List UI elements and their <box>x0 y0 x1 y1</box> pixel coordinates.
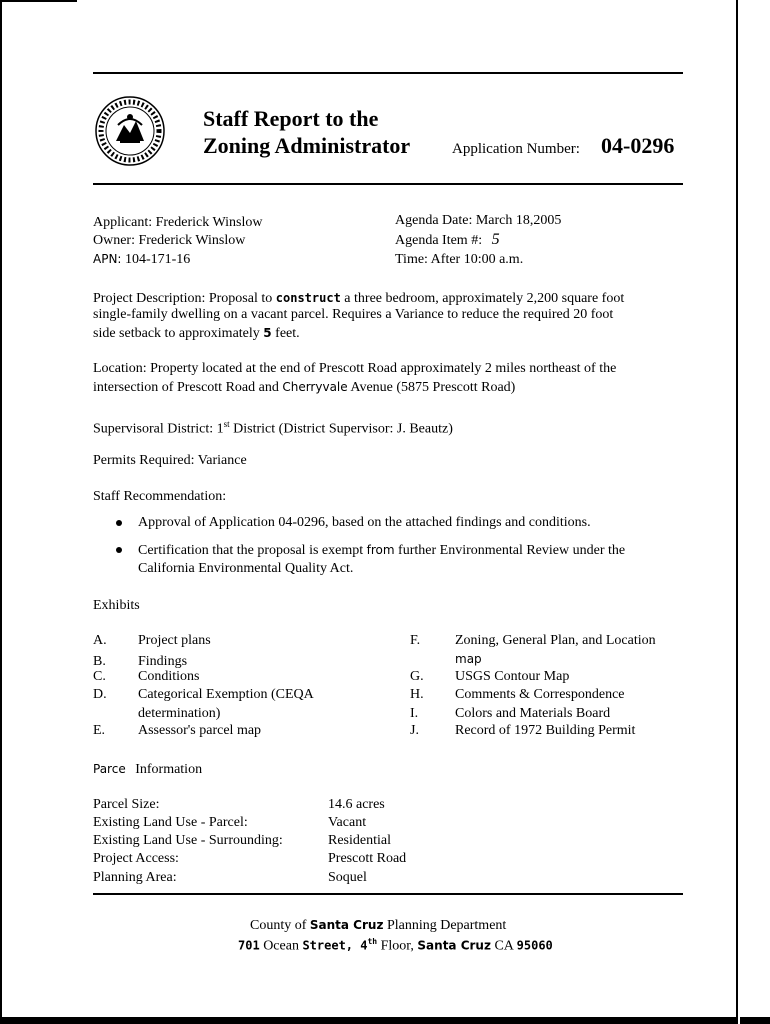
project-description-line3 <box>93 324 300 343</box>
exhibit-letter: I. <box>410 706 419 721</box>
footer-street-number: 701 <box>238 938 260 953</box>
project-desc-construct: construct <box>275 291 341 305</box>
district-supervisor: District (District Supervisor: J. Beautz) <box>229 421 453 437</box>
parcel-field-value: Prescott Road <box>328 851 407 866</box>
exhibit-item: determination) <box>138 706 221 721</box>
parcel-field-value: 14.6 acres <box>328 797 385 812</box>
footer-text: CA <box>490 938 517 954</box>
footer-zip: 95060 <box>516 938 553 953</box>
exhibit-letter: A. <box>93 633 107 648</box>
parcel-field-label: Parcel Size: <box>93 797 160 812</box>
exhibit-letter: E. <box>93 723 106 738</box>
owner: Owner: Frederick Winslow <box>93 233 246 248</box>
exhibit-letter: B. <box>93 654 106 669</box>
parcel-information-heading <box>93 760 202 779</box>
exhibit-letter: C. <box>93 669 106 684</box>
parcel-field-label: Project Access: <box>93 851 179 866</box>
county-seal-icon <box>94 95 166 167</box>
exhibit-item: USGS Contour Map <box>455 669 570 684</box>
exhibit-item: Zoning, General Plan, and Location <box>455 633 656 648</box>
parcel-heading-information: Information <box>135 762 203 777</box>
exhibit-item: Project plans <box>138 633 211 648</box>
footer-floor-sup: th <box>367 937 378 946</box>
footer-text: Planning Department <box>383 918 507 933</box>
recommendation-item-1: Approval of Application 04-0296, based on the attached findings and conditions. <box>138 515 591 530</box>
recommendation-item-2-line2: California Environmental Quality Act. <box>138 561 354 576</box>
recommendation-from: from <box>366 543 395 557</box>
footer-text: County of <box>250 918 310 933</box>
parcel-field-value: Vacant <box>328 815 367 830</box>
application-number-label: Application Number: <box>452 141 580 157</box>
page-bottom-edge-right <box>740 1017 770 1024</box>
project-description-line2: single-family dwelling on a vacant parcel. Requires a Variance to reduce the required 20 foot <box>93 307 614 322</box>
agenda-item-label: Agenda Item #: <box>395 233 483 248</box>
exhibit-item: Findings <box>138 654 188 669</box>
project-desc-text: a three bedroom, approximately 2,200 square foot <box>340 291 625 306</box>
exhibits-heading: Exhibits <box>93 598 140 613</box>
exhibit-item: Record of 1972 Building Permit <box>455 723 636 738</box>
location-line2 <box>93 378 515 397</box>
exhibit-letter: F. <box>410 633 421 648</box>
project-desc-setback: 5 <box>263 326 272 340</box>
location-line1: Location: Property located at the end of Prescott Road approximately 2 miles northeast of the <box>93 361 617 376</box>
project-desc-text: side setback to approximately <box>93 326 264 341</box>
apn-value: 104-171-16 <box>124 252 191 267</box>
exhibit-item: map <box>455 652 482 666</box>
parcel-heading-cut: Parce <box>93 762 126 776</box>
exhibit-item: Comments & Correspondence <box>455 687 625 702</box>
report-title-line2: Zoning Administrator <box>203 133 411 158</box>
location-text: Avenue (5875 Prescott Road) <box>347 380 516 395</box>
recommendation-text: further Environmental Review under the <box>394 543 626 558</box>
staff-recommendation-heading: Staff Recommendation: <box>93 489 227 504</box>
footer-city: Santa Cruz <box>417 938 491 953</box>
agenda-time: Time: After 10:00 a.m. <box>395 252 524 267</box>
exhibit-letter: J. <box>410 723 419 738</box>
recommendation-item-2-line1 <box>138 541 625 560</box>
supervisoral-district <box>93 415 453 439</box>
location-cherryvale: Cherryvale <box>282 380 348 394</box>
exhibit-item: Conditions <box>138 669 200 684</box>
exhibit-item: Assessor's parcel map <box>138 723 262 738</box>
page-left-edge <box>0 0 2 1024</box>
footer-address <box>238 933 553 956</box>
parcel-field-label: Planning Area: <box>93 870 177 885</box>
page-right-edge <box>736 0 738 1024</box>
page-corner-mark <box>0 0 77 2</box>
district-label: Supervisoral District: 1 <box>93 421 224 437</box>
report-title-line1: Staff Report to the <box>203 106 379 131</box>
project-desc-text: Project Description: Proposal to <box>93 291 276 306</box>
exhibit-item: Categorical Exemption (CEQA <box>138 687 314 702</box>
parcel-field-label: Existing Land Use - Surrounding: <box>93 833 283 848</box>
footer-rule <box>93 893 683 895</box>
location-text: intersection of Prescott Road and <box>93 380 283 395</box>
permits-required: Permits Required: Variance <box>93 453 247 468</box>
parcel-field-label: Existing Land Use - Parcel: <box>93 815 248 830</box>
footer-text: Ocean <box>259 938 303 954</box>
exhibit-letter: D. <box>93 687 107 702</box>
parcel-field-value: Residential <box>328 833 391 848</box>
bullet-icon <box>116 520 122 526</box>
apn <box>93 250 190 269</box>
footer-street: Street, 4 <box>302 938 368 953</box>
agenda-item <box>395 231 500 250</box>
district-sup: st <box>223 419 230 429</box>
project-desc-text: feet. <box>271 326 300 341</box>
page-bottom-edge <box>0 1017 736 1024</box>
recommendation-text: Certification that the proposal is exempt <box>138 543 367 558</box>
agenda-item-value: 5 <box>491 231 500 248</box>
exhibit-item: Colors and Materials Board <box>455 706 611 721</box>
application-number: 04-0296 <box>601 133 675 158</box>
header-top-rule <box>93 72 683 74</box>
agenda-date: Agenda Date: March 18,2005 <box>395 213 562 228</box>
bullet-icon <box>116 547 122 553</box>
footer-county-name: Santa Cruz <box>309 918 384 932</box>
apn-label: APN: <box>93 252 122 266</box>
exhibit-letter: G. <box>410 669 424 684</box>
exhibit-letter: H. <box>410 687 424 702</box>
header-bottom-rule <box>93 183 683 185</box>
applicant: Applicant: Frederick Winslow <box>93 215 263 230</box>
footer-text: Floor, <box>377 938 418 954</box>
parcel-field-value: Soquel <box>328 870 367 885</box>
